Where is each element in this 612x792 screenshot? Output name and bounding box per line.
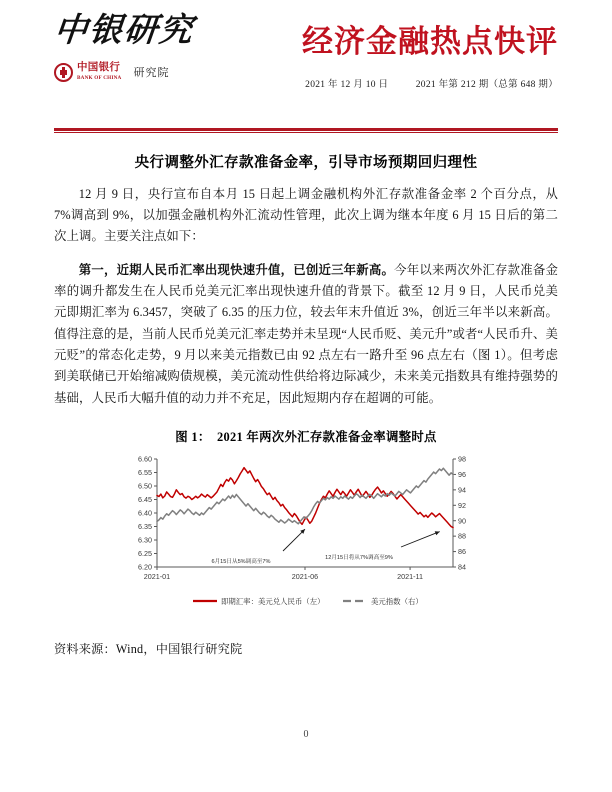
paragraph-2 <box>54 260 558 409</box>
svg-text:88: 88 <box>458 531 466 541</box>
masthead <box>54 0 558 124</box>
brand-block <box>54 14 284 82</box>
issue-number: 2021 年第 212 期（总第 648 期） <box>415 80 558 90</box>
svg-text:6.40: 6.40 <box>138 508 152 518</box>
svg-text:美元指数（右）: 美元指数（右） <box>371 597 423 607</box>
svg-text:86: 86 <box>458 547 466 557</box>
svg-text:即期汇率：美元兑人民币（左）: 即期汇率：美元兑人民币（左） <box>221 597 325 607</box>
svg-text:2021-06: 2021-06 <box>291 572 319 582</box>
bank-of-china-wordmark <box>77 63 122 81</box>
svg-text:6.50: 6.50 <box>138 481 152 491</box>
page-title: 央行调整外汇存款准备金率，引导市场预期回归理性 <box>134 154 478 171</box>
svg-text:6.55: 6.55 <box>138 468 152 478</box>
logo-calligraphy: 中银研究 <box>52 13 196 49</box>
svg-text:6.45: 6.45 <box>138 495 152 505</box>
paragraph-1: 12 月 9 日，央行宣布自本月 15 日起上调金融机构外汇存款准备金率 2 个百分点，从 7%调高到 9%，以加强金融机构外汇流动性管理，此次上调为继本年度 6 月 15 日后的第二次上调。主要关注点如下： <box>54 186 558 244</box>
svg-text:6月15日从5%调高至7%: 6月15日从5%调高至7% <box>211 559 271 566</box>
bank-name-cn: 中国银行 <box>77 62 121 74</box>
issue-info <box>305 76 558 90</box>
source-line: 资料来源：Wind，中国银行研究院 <box>54 642 243 657</box>
bank-of-china-logo-row <box>54 63 284 82</box>
institute-label: 研究院 <box>133 67 170 80</box>
svg-text:94: 94 <box>458 485 466 495</box>
page-number: 0 <box>303 729 309 740</box>
svg-text:96: 96 <box>458 470 466 480</box>
svg-text:6.60: 6.60 <box>138 454 152 464</box>
bank-of-china-coin-icon <box>54 63 73 82</box>
exchange-rate-chart <box>121 451 491 626</box>
svg-text:90: 90 <box>458 516 466 526</box>
svg-text:6.25: 6.25 <box>138 549 152 559</box>
svg-text:98: 98 <box>458 454 466 464</box>
svg-text:12月15日将从7%调高至9%: 12月15日将从7%调高至9% <box>325 555 393 562</box>
publication-title: 经济金融热点快评 <box>302 24 558 59</box>
svg-text:92: 92 <box>458 500 466 510</box>
figure-1-chart <box>54 451 558 626</box>
bank-name-en: BANK OF CHINA <box>77 74 122 81</box>
header-rule-thin <box>54 132 558 133</box>
svg-text:84: 84 <box>458 562 466 572</box>
svg-text:2021-11: 2021-11 <box>397 572 424 582</box>
paragraph-2-lead: 第一，近期人民币汇率出现快速升值，已创近三年新高。 <box>78 262 395 277</box>
svg-text:6.20: 6.20 <box>138 562 152 572</box>
svg-text:2021-01: 2021-01 <box>143 572 171 582</box>
paragraph-2-body: 今年以来两次外汇存款准备金率的调升都发生在人民币兑美元汇率出现快速升值的背景下。截至 12 月 9 日，人民币兑美元即期汇率为 6.3457，突破了 6.35 的压力位，较去年末升值近 3%，创近三年半以来新高。值得注意的是，当前人民币兑美元汇率走势并未呈现“人民币贬、美元升”或者“人民币升、美元贬”的常态化走势，9 月以来美元指数已由 92 点左右一路升至 96 点左右（图 1）。但考虑到美联储已开始缩减购债规模，美元流动性供给将边际减少，未来美元指数具有维持强势的基础，人民币大幅升值的动力并不充足，因此短期内存在超调的可能。 <box>54 262 558 405</box>
figure-caption: 图 1： 2021 年两次外汇存款准备金率调整时点 <box>175 430 437 445</box>
header-rule-thick <box>54 128 558 131</box>
svg-text:6.30: 6.30 <box>138 535 152 545</box>
publication-date: 2021 年 12 月 10 日 <box>305 80 389 90</box>
svg-text:6.35: 6.35 <box>138 522 152 532</box>
